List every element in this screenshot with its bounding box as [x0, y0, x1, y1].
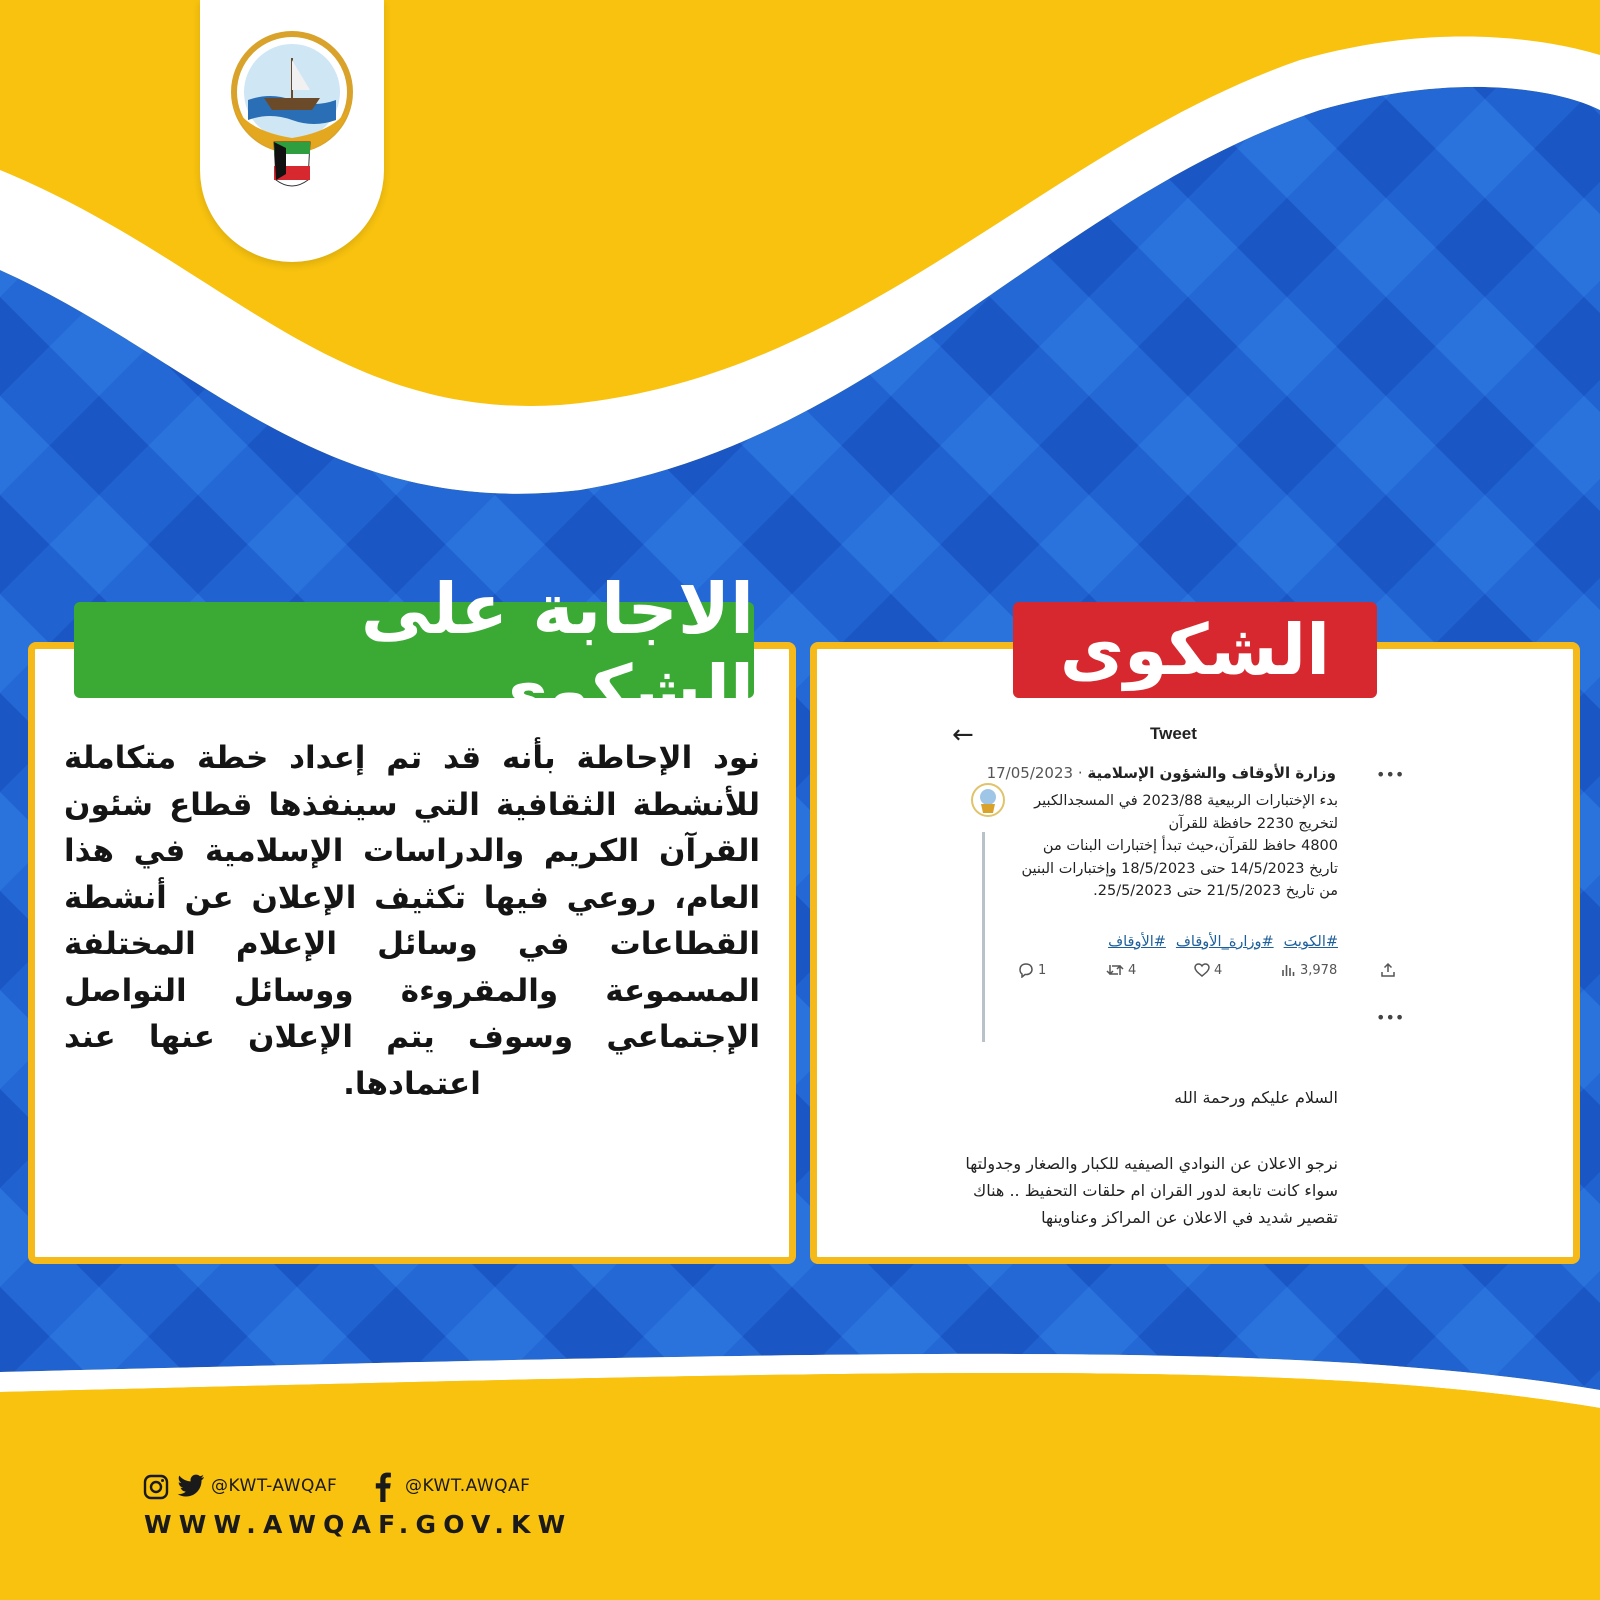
view-count: 3,978: [1300, 962, 1338, 978]
like-button[interactable]: [1194, 962, 1222, 978]
instagram-icon[interactable]: [143, 1474, 169, 1500]
views-button[interactable]: [1280, 962, 1337, 978]
tweet-meta: [987, 764, 1336, 782]
views-chart-icon: [1280, 962, 1296, 978]
ministry-emblem-icon: [212, 30, 372, 210]
heart-icon: [1194, 962, 1210, 978]
emblem-badge: [200, 0, 384, 262]
footer-social: [143, 1472, 563, 1502]
complaint-line: تقصير شديد في الاعلان عن المراكز وعناوينها: [1041, 1208, 1338, 1227]
tweet-screenshot: [940, 712, 1405, 1242]
website-url[interactable]: WWW.AWQAF.GOV.KW: [144, 1510, 573, 1539]
hashtag-link[interactable]: #الأوقاف: [1108, 934, 1166, 950]
complaint-line: نرجو الاعلان عن النوادي الصيفيه للكبار والصغار وجدولتها: [965, 1154, 1338, 1173]
tweet-body-line: لتخريج 2230 حافظة للقرآن: [1168, 815, 1338, 832]
tweet-body-line: 4800 حافظ للقرآن،حيث تبدأ إختبارات البنات من: [1042, 838, 1338, 854]
facebook-icon[interactable]: [375, 1472, 391, 1502]
complaint-greeting: السلام عليكم ورحمة الله: [1174, 1088, 1338, 1107]
twitter-instagram-handle[interactable]: @KWT-AWQAF: [211, 1476, 338, 1496]
more-options-icon[interactable]: •••: [1376, 1008, 1405, 1027]
complaint-text: [898, 1150, 1338, 1231]
complaint-title-banner: الشكوى: [1013, 602, 1377, 698]
facebook-handle[interactable]: @KWT.AWQAF: [405, 1476, 531, 1496]
answer-title-banner: الاجابة على الشكوى: [74, 602, 754, 698]
tweet-body-line: من تاريخ 21/5/2023 حتى 25/5/2023.: [1093, 883, 1338, 899]
retweet-count: 4: [1128, 962, 1137, 978]
tweet-body-line: تاريخ 14/5/2023 حتى 18/5/2023 وإختبارات البنين: [1021, 860, 1338, 877]
account-name[interactable]: وزارة الأوقاف والشؤون الإسلامية: [1087, 764, 1336, 782]
share-button[interactable]: [1380, 962, 1396, 978]
reply-button[interactable]: [1018, 962, 1046, 978]
hashtag-link[interactable]: #الكويت: [1283, 934, 1338, 950]
hashtag-link[interactable]: #وزارة_الأوقاف: [1175, 934, 1274, 950]
twitter-icon[interactable]: [177, 1474, 205, 1498]
back-arrow-icon[interactable]: ←: [952, 720, 974, 750]
tweet-date: 17/05/2023: [986, 764, 1074, 782]
tweet-header: Tweet: [1150, 724, 1197, 743]
reply-icon: [1018, 962, 1034, 978]
reply-count: 1: [1038, 962, 1047, 978]
complaint-line: سواء كانت تابعة لدور القران ام حلقات التحفيظ .. هناك: [973, 1181, 1338, 1200]
tweet-body: [958, 790, 1338, 903]
meta-separator: ·: [1073, 764, 1088, 782]
like-count: 4: [1214, 962, 1223, 978]
answer-text: نود الإحاطة بأنه قد تم إعداد خطة متكاملة للأنشطة الثقافية التي سينفذها قطاع شئون القرآن الكريم والدراسات الإسلامية في هذا العام، روعي فيها تكثيف الإعلان عن أنشطة القطاعات في وسائل الإعلام المختلفة المسموعة والمقروءة ووسائل التواصل الإجتماعي وسوف يتم الإعلان عنها عند اعتمادها.: [64, 740, 760, 1102]
retweet-icon: [1106, 962, 1124, 978]
tweet-hashtags: [1098, 934, 1338, 950]
share-icon: [1380, 962, 1396, 978]
more-options-icon[interactable]: •••: [1376, 765, 1405, 784]
tweet-body-line: بدء الإختبارات الربيعية 2023/88 في المسجدالكبير: [1034, 793, 1338, 809]
tweet-actions: [1018, 962, 1408, 986]
retweet-button[interactable]: [1106, 962, 1136, 978]
